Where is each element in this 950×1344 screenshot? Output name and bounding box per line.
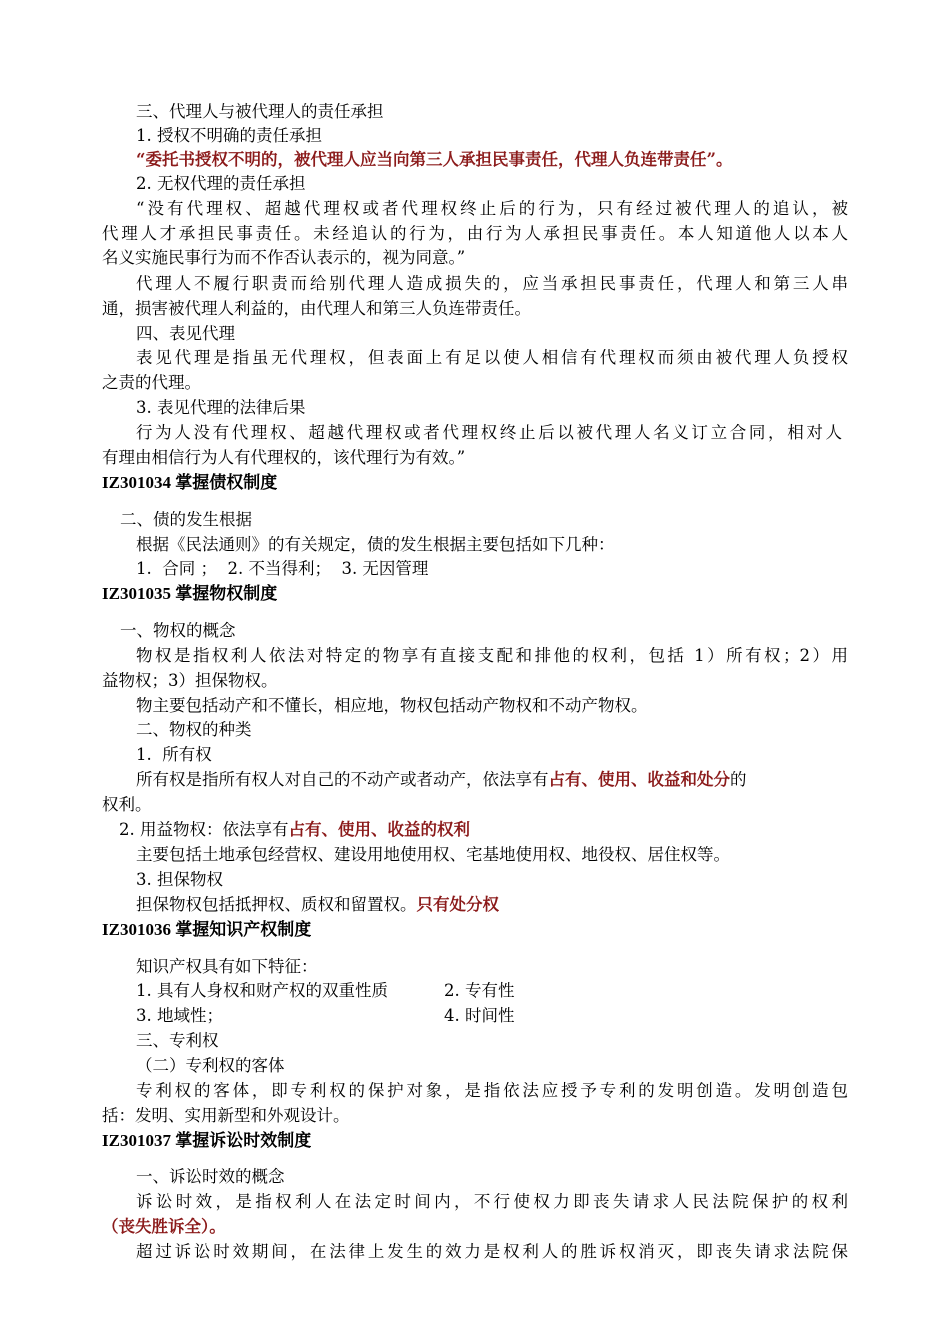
- feature-item: 3. 地域性；: [136, 1006, 223, 1025]
- list-debt-sources: 1. 合同 ； 2. 不当得利； 3. 无因管理: [136, 559, 429, 578]
- paragraph-line: 代理人才承担民事责任。未经追认的行为，由行为人承担民事责任。本人知道他人以本人: [102, 224, 848, 243]
- subheading-patent: 三、专利权: [136, 1031, 219, 1050]
- section-title-ip-rights: IZ301036 掌握知识产权制度: [102, 920, 312, 939]
- paragraph-line: 物主要包括动产和不懂长，相应地，物权包括动产物权和不动产物权。: [136, 696, 648, 715]
- paragraph-line: 名义实施民事行为而不作否认表示的，视为同意。”: [102, 248, 466, 267]
- highlight-ownership-rights: 占有、使用、收益和处分: [548, 770, 730, 789]
- paragraph-line: 权利。: [102, 795, 152, 814]
- paragraph-line-ownership: [136, 768, 747, 792]
- paragraph-line: 专利权的客体，即专利权的保护对象，是指依法应授予专利的发明创造。发明创造包: [136, 1081, 848, 1100]
- subheading-debt-basis: 二、债的发生根据: [120, 510, 252, 529]
- highlight-quote-authorization: “委托书授权不明的，被代理人应当向第三人承担民事责任，代理人负连带责任”。: [136, 150, 733, 169]
- paragraph-line: 益物权；3）担保物权。: [102, 671, 278, 690]
- feature-item: 1. 具有人身权和财产权的双重性质: [136, 981, 388, 1000]
- paragraph-line: 表见代理是指虽无代理权，但表面上有足以使人相信有代理权而须由被代理人负授权: [136, 348, 848, 367]
- feature-item: 4. 时间性: [444, 1006, 515, 1025]
- paragraph-line: 行为人没有代理权、超越代理权或者代理权终止后以被代理人名义订立合同，相对人: [136, 423, 842, 442]
- subheading-limitation-concept: 一、诉讼时效的概念: [136, 1167, 285, 1186]
- section-heading-apparent-agency: 四、表见代理: [136, 324, 235, 343]
- section-title-property-rights: IZ301035 掌握物权制度: [102, 584, 278, 603]
- section-title-limitation: IZ301037 掌握诉讼时效制度: [102, 1131, 312, 1150]
- section-title-creditor-rights: IZ301034 掌握债权制度: [102, 473, 278, 492]
- paragraph-line: 有理由相信行为人有代理权的，该代理行为有效。”: [102, 448, 466, 467]
- paragraph-line: 代理人不履行职责而给别代理人造成损失的，应当承担民事责任，代理人和第三人串: [136, 274, 848, 293]
- item-unauthorized-agency: 2. 无权代理的责任承担: [136, 174, 306, 193]
- highlight-disposal-right: 只有处分权: [416, 895, 499, 914]
- subheading-property-types: 二、物权的种类: [136, 720, 252, 739]
- feature-item: 2. 专有性: [444, 981, 515, 1000]
- paragraph-line-security: [136, 893, 499, 917]
- item-apparent-agency-consequence: 3. 表见代理的法律后果: [136, 398, 306, 417]
- highlight-lose-suit: （丧失胜诉全）。: [102, 1217, 226, 1236]
- paragraph-line: 知识产权具有如下特征：: [136, 957, 318, 976]
- paragraph-line: 诉讼时效，是指权利人在法定时间内，不行使权力即丧失请求人民法院保护的权利: [136, 1192, 848, 1211]
- highlight-usufruct-rights: 占有、使用、收益的权利: [288, 820, 470, 839]
- item-ownership: 1. 所有权: [136, 745, 212, 764]
- subheading-property-concept: 一、物权的概念: [120, 621, 236, 640]
- subheading-patent-object: （二）专利权的客体: [136, 1056, 285, 1075]
- paragraph-line: 主要包括土地承包经营权、建设用地使用权、宅基地使用权、地役权、居住权等。: [136, 845, 730, 864]
- paragraph-line: “没有代理权、超越代理权或者代理权终止后的行为，只有经过被代理人的追认，被: [136, 199, 848, 218]
- paragraph-line: 根据《民法通则》的有关规定，债的发生根据主要包括如下几种：: [136, 535, 615, 554]
- item-unclear-authorization: 1. 授权不明确的责任承担: [136, 126, 322, 145]
- paragraph-line: 括：发明、实用新型和外观设计。: [102, 1106, 350, 1125]
- section-heading-agency-liability: 三、代理人与被代理人的责任承担: [136, 102, 384, 121]
- ownership-text-end: 的: [730, 770, 747, 789]
- paragraph-line: 通，损害被代理人利益的，由代理人和第三人负连带责任。: [102, 299, 531, 318]
- paragraph-line: 超过诉讼时效期间，在法律上发生的效力是权利人的胜诉权消灭，即丧失请求法院保: [136, 1242, 848, 1261]
- item-usufruct: [119, 818, 470, 842]
- security-text: 担保物权包括抵押权、质权和留置权。: [136, 895, 417, 914]
- ownership-text: 所有权是指所有权人对自己的不动产或者动产，依法享有: [136, 770, 549, 789]
- item-security-interest: 3. 担保物权: [136, 870, 223, 889]
- usufruct-text: 2. 用益物权：依法享有: [119, 820, 289, 839]
- paragraph-line: 之责的代理。: [102, 373, 201, 392]
- paragraph-line: 物权是指权利人依法对特定的物享有直接支配和排他的权利，包括 1）所有权；2）用: [136, 646, 848, 665]
